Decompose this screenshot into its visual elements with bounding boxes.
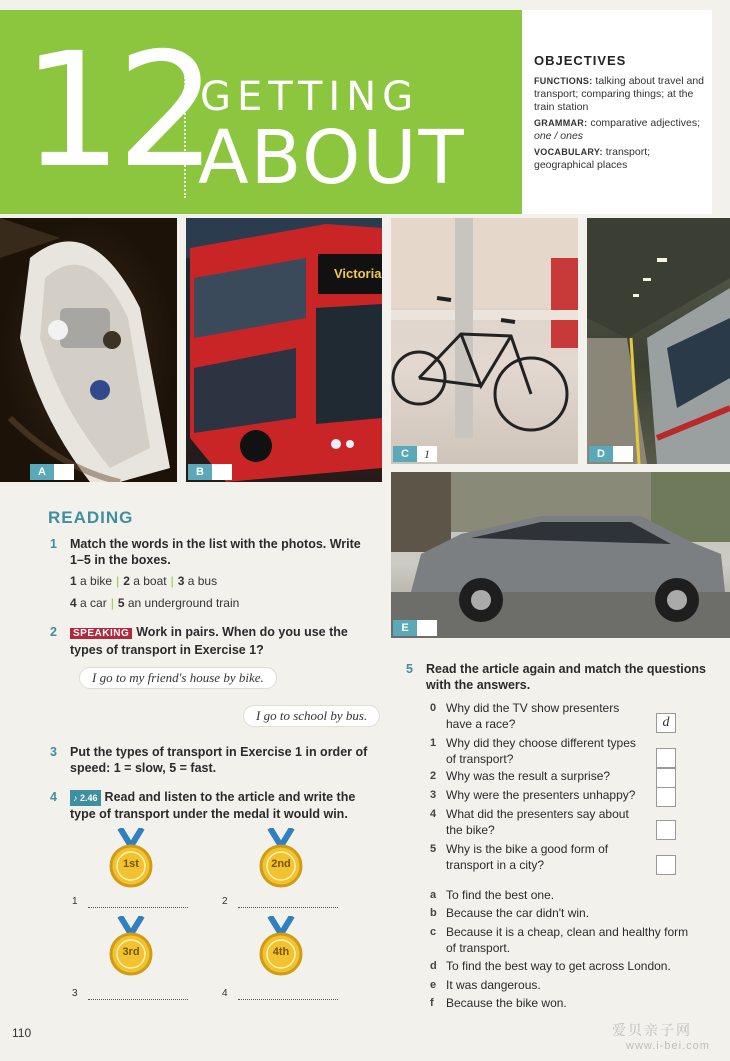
photo-bus — [186, 218, 382, 482]
exercise-5 — [406, 661, 716, 693]
photo-b-letter: B — [188, 464, 212, 480]
medal-2nd-label: 2nd — [271, 858, 291, 870]
grammar-label: GRAMMAR: — [534, 118, 588, 128]
grammar-text: comparative adjectives; — [590, 117, 701, 129]
question-3-answer-box[interactable] — [656, 787, 676, 807]
question-5 — [430, 841, 636, 873]
answer-c-letter: c — [430, 926, 437, 938]
exercise-2-number: 2 — [50, 625, 57, 639]
word-1: a bike — [80, 574, 113, 588]
question-5-answer-box[interactable] — [656, 855, 676, 875]
question-1-number: 1 — [430, 737, 437, 749]
medal-1st-label: 1st — [123, 858, 139, 870]
exercise-4 — [50, 789, 376, 822]
answer-c-text: Because it is a cheap, clean and healthy form of transport. — [446, 925, 689, 955]
question-4 — [430, 806, 636, 838]
exercise-1-text: Match the words in the list with the photos. Write 1–5 in the boxes. — [70, 537, 361, 567]
question-3-text: Why were the presenters unhappy? — [446, 788, 636, 802]
answer-e-text: It was dangerous. — [446, 978, 541, 992]
photo-c-tag — [393, 446, 437, 462]
answer-a-text: To find the best one. — [446, 888, 555, 902]
functions-label: FUNCTIONS: — [534, 76, 593, 86]
medal-4th — [258, 916, 304, 980]
word-separator: | — [170, 574, 174, 588]
objectives-functions — [534, 75, 704, 114]
speech-bubble-1: I go to my friend's house by bike. — [80, 668, 276, 688]
photo-bike — [391, 218, 578, 464]
medal-answer-4-line[interactable] — [238, 998, 338, 1000]
medal-4th-label: 4th — [272, 946, 290, 958]
word-5: an underground train — [127, 596, 240, 610]
medal-3rd — [108, 916, 154, 980]
question-2 — [430, 768, 646, 784]
photo-d-tag — [589, 446, 633, 462]
question-2-text: Why was the result a surprise? — [446, 769, 611, 783]
word-4-number: 4 — [70, 596, 77, 610]
answer-d-text: To find the best way to get across London. — [446, 959, 671, 973]
question-0-text: Why did the TV show presenters have a race? — [446, 701, 620, 731]
exercise-1 — [50, 536, 370, 568]
medal-answer-3-number: 3 — [72, 988, 78, 999]
question-1-text: Why did they choose different types of transport? — [446, 736, 636, 766]
photo-d-letter: D — [589, 446, 613, 462]
word-list-line1 — [70, 574, 217, 588]
exercise-1-number: 1 — [50, 537, 57, 551]
word-separator: | — [110, 596, 114, 610]
photo-a-letter: A — [30, 464, 54, 480]
question-2-answer-box[interactable] — [656, 768, 676, 788]
answer-b-letter: b — [430, 907, 437, 919]
exercise-3-text: Put the types of transport in Exercise 1 in order of speed: 1 = slow, 5 = fast. — [70, 745, 368, 775]
photo-e-letter: E — [393, 620, 417, 636]
objectives-heading: OBJECTIVES — [534, 53, 627, 68]
word-3: a bus — [187, 574, 218, 588]
exercise-5-number: 5 — [406, 662, 413, 676]
answer-e — [430, 977, 706, 993]
exercise-3-number: 3 — [50, 745, 57, 759]
watermark-logo: 爱贝亲子网 — [612, 1022, 692, 1038]
medal-answer-3-line[interactable] — [88, 998, 188, 1000]
question-5-number: 5 — [430, 843, 437, 855]
photo-c-answer-box[interactable]: 1 — [417, 446, 437, 462]
question-2-number: 2 — [430, 770, 437, 782]
word-5-number: 5 — [117, 596, 125, 610]
medal-1st — [108, 828, 154, 892]
speech-bubble-2: I go to school by bus. — [244, 706, 379, 726]
question-1 — [430, 735, 636, 767]
word-1-number: 1 — [70, 574, 77, 588]
photo-c-letter: C — [393, 446, 417, 462]
photo-a-tag — [30, 464, 74, 480]
medal-answer-4-number: 4 — [222, 988, 228, 999]
exercise-4-text: Read and listen to the article and write the type of transport under the medal it would win. — [70, 790, 356, 821]
answer-c — [430, 924, 696, 956]
photo-boat — [0, 218, 177, 482]
answer-f — [430, 995, 706, 1011]
answer-a — [430, 887, 706, 903]
objectives-grammar — [534, 117, 704, 143]
word-3-number: 3 — [177, 574, 185, 588]
objectives-vocabulary — [534, 146, 704, 172]
photo-d-answer-box[interactable] — [613, 446, 633, 462]
photo-e-answer-box[interactable] — [417, 620, 437, 636]
medal-2nd — [258, 828, 304, 892]
medal-answer-2-line[interactable] — [238, 906, 338, 908]
photo-underground-train — [587, 218, 730, 464]
photo-e-tag — [393, 620, 437, 636]
answer-b — [430, 905, 706, 921]
unit-number: 12 — [22, 19, 212, 203]
medal-3rd-label: 3rd — [122, 946, 140, 958]
word-separator: | — [116, 574, 120, 588]
functions-text: talking about travel and transport; comparing things; at the train station — [534, 75, 704, 113]
question-0-answer-box[interactable]: d — [656, 713, 676, 733]
title-divider — [184, 70, 187, 198]
question-0-number: 0 — [430, 702, 437, 714]
exercise-2 — [50, 624, 370, 658]
grammar-italic: one / ones — [534, 130, 584, 142]
word-2: a boat — [133, 574, 167, 588]
question-5-text: Why is the bike a good form of transport in a city? — [446, 842, 609, 872]
question-3-number: 3 — [430, 789, 437, 801]
photo-a-answer-box[interactable] — [54, 464, 74, 480]
audio-track-number: 2.46 — [80, 793, 98, 803]
exercise-3 — [50, 744, 370, 776]
word-4: a car — [80, 596, 107, 610]
answer-d-letter: d — [430, 960, 437, 972]
exercise-2-text: Work in pairs. When do you use the types of transport in Exercise 1? — [70, 625, 348, 657]
answer-f-text: Because the bike won. — [446, 996, 567, 1010]
answer-b-text: Because the car didn't win. — [446, 906, 590, 920]
audio-track-icon[interactable]: ♪ 2.46 — [70, 790, 101, 806]
vocabulary-text: transport; geographical places — [534, 146, 651, 171]
word-list-line2 — [70, 596, 239, 610]
answer-f-letter: f — [430, 997, 434, 1009]
answer-e-letter: e — [430, 979, 437, 991]
speaking-badge: SPEAKING — [70, 628, 132, 639]
question-1-answer-box[interactable] — [656, 748, 676, 768]
unit-title-line1: GETTING — [200, 74, 420, 120]
question-4-answer-box[interactable] — [656, 820, 676, 840]
medal-answer-1-line[interactable] — [88, 906, 188, 908]
question-4-text: What did the presenters say about the bike? — [446, 807, 629, 837]
photo-b-answer-box[interactable] — [212, 464, 232, 480]
question-4-number: 4 — [430, 808, 437, 820]
reading-heading: READING — [48, 508, 134, 527]
exercise-5-instruction: Read the article again and match the questions with the answers. — [426, 662, 706, 692]
medal-answer-2-number: 2 — [222, 896, 228, 907]
unit-title-line2: ABOUT — [198, 115, 466, 201]
question-3 — [430, 787, 646, 803]
bus-destination-sign: Victoria — [334, 266, 382, 281]
unit-banner — [0, 10, 516, 214]
vocabulary-label: VOCABULARY: — [534, 147, 603, 157]
question-0 — [430, 700, 636, 732]
answer-d — [430, 958, 706, 974]
objectives-panel — [516, 10, 712, 214]
word-2-number: 2 — [123, 574, 130, 588]
watermark-url: www.i-bei.com — [626, 1040, 710, 1052]
answer-a-letter: a — [430, 889, 437, 901]
exercise-4-number: 4 — [50, 790, 57, 804]
page-number: 110 — [12, 1026, 32, 1040]
medal-answer-1-number: 1 — [72, 896, 78, 907]
photo-b-tag — [188, 464, 232, 480]
photo-car — [391, 472, 730, 638]
